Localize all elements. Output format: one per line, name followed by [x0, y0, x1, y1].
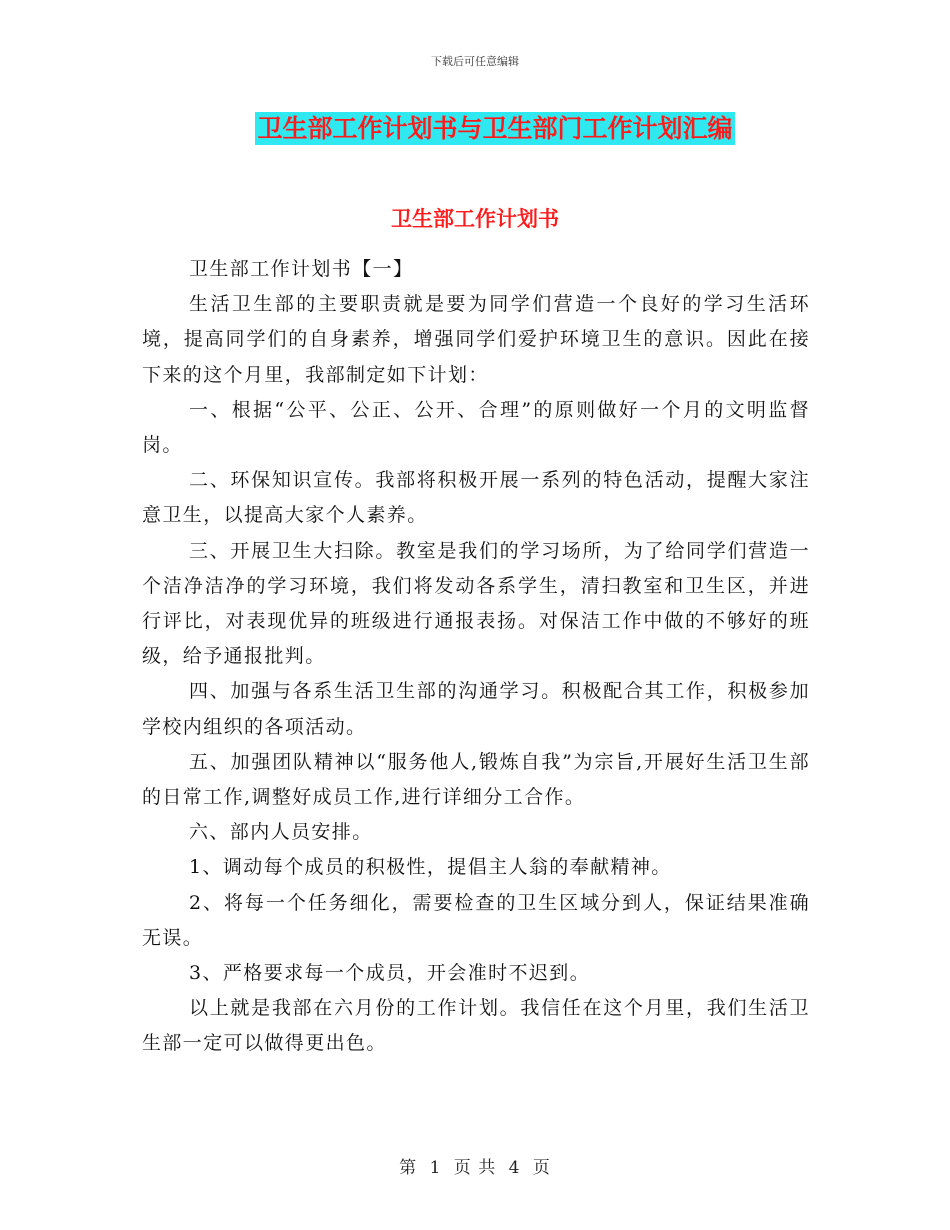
paragraph: 以上就是我部在六月份的工作计划。我信任在这个月里，我们生活卫生部一定可以做得更出色。	[142, 997, 810, 1055]
main-title-wrap	[0, 112, 950, 145]
paragraph: 二、环保知识宣传。我部将积极开展一系列的特色活动，提醒大家注意卫生，以提高大家个人素养。	[142, 469, 810, 527]
paragraph: 三、开展卫生大扫除。教室是我们的学习场所，为了给同学们营造一个洁净洁净的学习环境，我们将发动各系学生，清扫教室和卫生区，并进行评比，对表现优异的班级进行通报表扬。对保洁工作中做的不够好的班级，给予通报批判。	[142, 539, 810, 668]
paragraph: 生活卫生部的主要职责就是要为同学们营造一个良好的学习生活环境，提高同学们的自身素养，增强同学们爱护环境卫生的意识。因此在接下来的这个月里，我部制定如下计划：	[142, 293, 810, 386]
paragraph: 四、加强与各系生活卫生部的沟通学习。积极配合其工作，积极参加学校内组织的各项活动。	[142, 680, 810, 738]
paragraph: 六、部内人员安排。	[189, 821, 373, 844]
paragraph: 五、加强团队精神以“服务他人,锻炼自我”为宗旨,开展好生活卫生部的日常工作,调整好成员工作,进行详细分工合作。	[142, 750, 810, 809]
footer-suffix: 页	[532, 1158, 551, 1178]
main-title: 卫生部工作计划书与卫生部门工作计划汇编	[257, 114, 733, 143]
document-body	[142, 252, 810, 1062]
paragraph: 卫生部工作计划书【一】	[189, 258, 414, 280]
paragraph: 2、将每一个任务细化，需要检查的卫生区域分到人，保证结果准确无误。	[142, 891, 810, 949]
header-note: 下载后可任意编辑	[431, 55, 519, 68]
page-number: 1	[429, 1158, 442, 1178]
paragraph: 一、根据“公平、公正、公开、合理”的原则做好一个月的文明监督岗。	[142, 398, 810, 457]
footer-prefix: 第	[399, 1158, 418, 1178]
paragraph: 3、严格要求每一个成员，开会准时不迟到。	[189, 962, 591, 985]
footer-mid: 页 共	[453, 1158, 497, 1178]
page-footer	[0, 1153, 950, 1178]
section-title: 卫生部工作计划书	[391, 207, 559, 231]
paragraph: 1、调动每个成员的积极性，提倡主人翁的奉献精神。	[189, 856, 672, 879]
total-pages: 4	[508, 1158, 521, 1178]
